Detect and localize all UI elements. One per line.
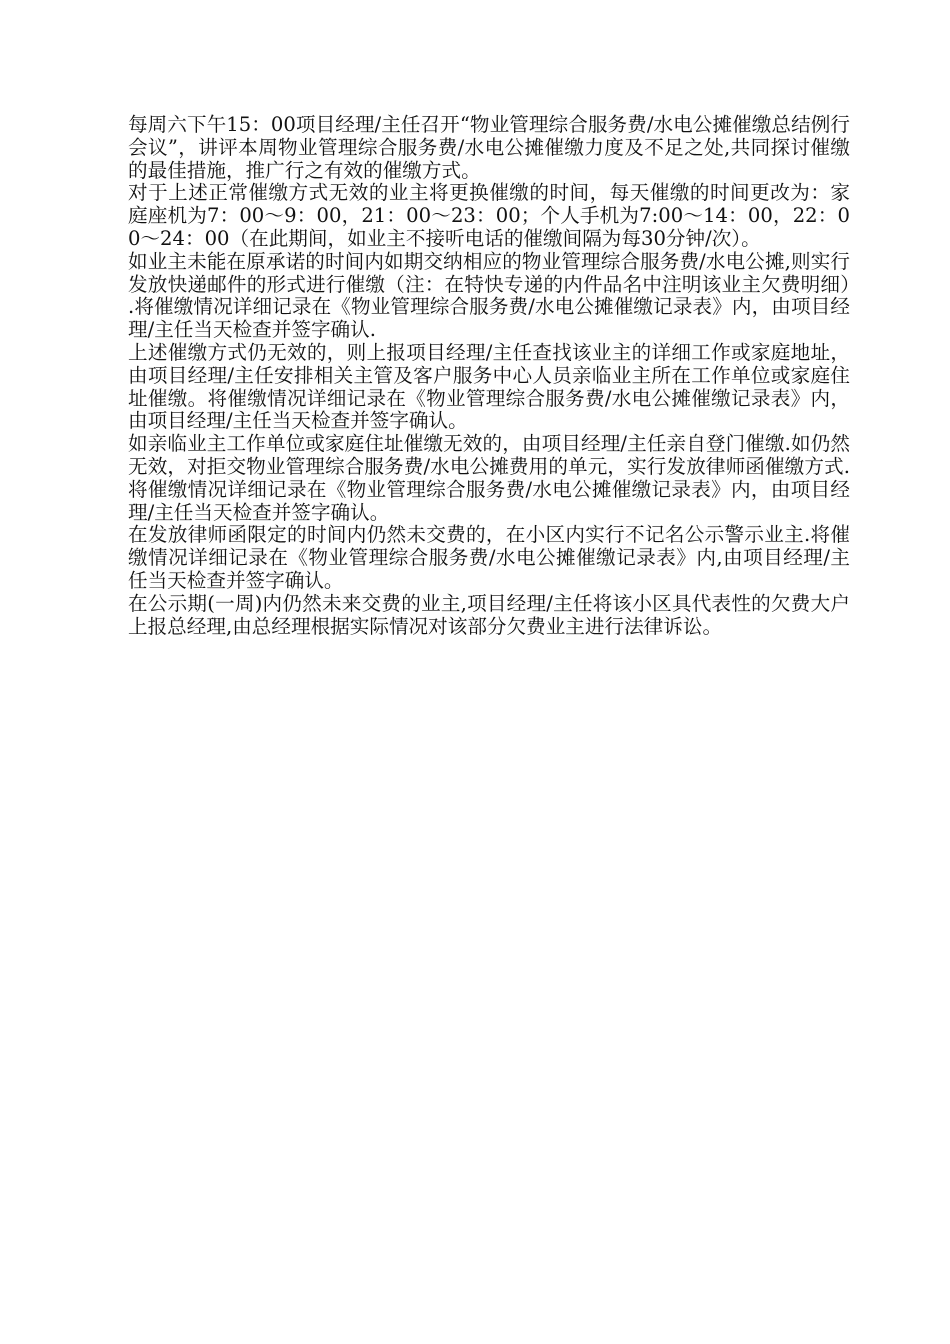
paragraph-lawyer-letter: 如亲临业主工作单位或家庭住址催缴无效的，由项目经理/主任亲自登门催缴.如仍然无效，对拒交物业管理综合服务费/水电公摊费用的单元，实行发放律师函催缴方式.将催缴情况详细记录在《物业管理综合服务费/水电公摊催缴记录表》内，由项目经理/主任当天检查并签字确认。 [128, 432, 850, 524]
paragraph-change-call-time: 对于上述正常催缴方式无效的业主将更换催缴的时间，每天催缴的时间更改为：家庭座机为7：00～9：00，21：00～23：00；个人手机为7:00～14：00，22：00～24：00（在此期间，如业主不接听电话的催缴间隔为每30分钟/次）。 [128, 181, 850, 250]
document-body [128, 114, 850, 638]
paragraph-weekly-meeting: 每周六下午15：00项目经理/主任召开“物业管理综合服务费/水电公摊催缴总结例行会议”，讲评本周物业管理综合服务费/水电公摊催缴力度及不足之处,共同探讨催缴的最佳措施，推广行之有效的催缴方式。 [128, 113, 850, 182]
paragraph-litigation: 在公示期(一周)内仍然未来交费的业主,项目经理/主任将该小区具代表性的欠费大户上报总经理,由总经理根据实际情况对该部分欠费业主进行法律诉讼。 [128, 591, 850, 638]
paragraph-visit-owner: 上述催缴方式仍无效的，则上报项目经理/主任查找该业主的详细工作或家庭地址，由项目经理/主任安排相关主管及客户服务中心人员亲临业主所在工作单位或家庭住址催缴。将催缴情况详细记录在《物业管理综合服务费/水电公摊催缴记录表》内，由项目经理/主任当天检查并签字确认。 [128, 340, 850, 433]
paragraph-express-mail: 如业主未能在原承诺的时间内如期交纳相应的物业管理综合服务费/水电公摊,则实行发放快递邮件的形式进行催缴（注：在特快专递的内件品名中注明该业主欠费明细）.将催缴情况详细记录在《物业管理综合服务费/水电公摊催缴记录表》内，由项目经理/主任当天检查并签字确认. [128, 249, 850, 342]
paragraph-public-notice: 在发放律师函限定的时间内仍然未交费的，在小区内实行不记名公示警示业主.将催缴情况详细记录在《物业管理综合服务费/水电公摊催缴记录表》内,由项目经理/主任当天检查并签字确认。 [128, 523, 850, 592]
